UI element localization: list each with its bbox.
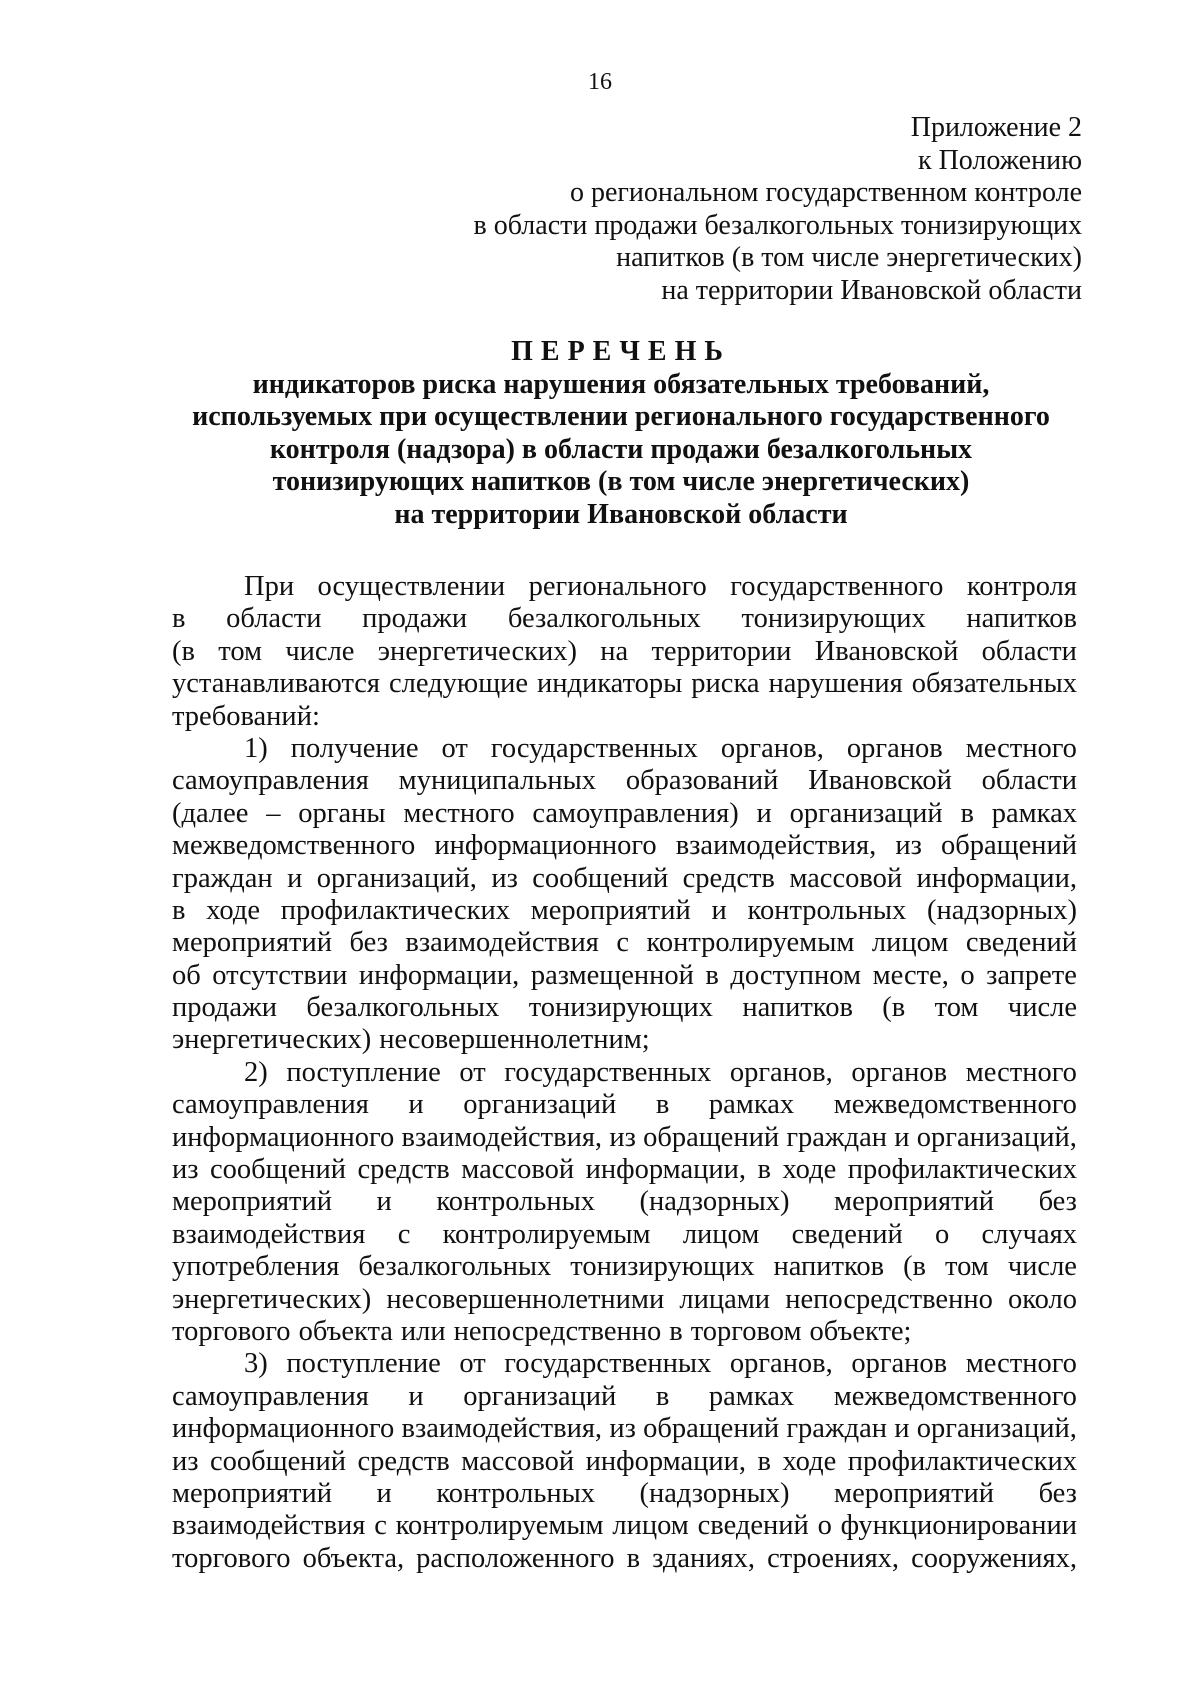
body-line: из сообщений средств массовой информации, в ходе профилактических (172, 1154, 1077, 1186)
body-line: из сообщений средств массовой информации, в ходе профилактических (172, 1445, 1077, 1477)
body-line: 3) поступление от государственных органов, органов местного (244, 1348, 1077, 1380)
body-line: (в том числе энергетических) на территории Ивановской области (172, 635, 1077, 667)
body-line: взаимодействия с контролируемым лицом сведений о случаях (172, 1218, 1077, 1250)
body-line: информационного взаимодействия, из обращений граждан и организаций, (172, 1413, 1077, 1445)
appendix-header (382, 112, 1082, 307)
body-line: межведомственного информационного взаимодействия, из обращений (172, 830, 1077, 862)
body-line: взаимодействия с контролируемым лицом сведений о функционировании (172, 1510, 1077, 1542)
body-line: самоуправления и организаций в рамках межведомственного (172, 1380, 1077, 1412)
body-line: продажи безалкогольных тонизирующих напитков (в том числе (172, 992, 1077, 1024)
body-line: употребления безалкогольных тонизирующих напитков (в том числе (172, 1251, 1077, 1283)
body-line: энергетических) несовершеннолетними лицами непосредственно около (172, 1283, 1077, 1315)
body-line: энергетических) несовершеннолетним; (172, 1024, 650, 1056)
body-line: мероприятий и контрольных (надзорных) мероприятий без (172, 1186, 1077, 1218)
heading-subtitle-line: тонизирующих напитков (в том числе энергетических) (272, 466, 970, 497)
body-line: торгового объекта, расположенного в зданиях, строениях, сооружениях, (172, 1542, 1077, 1574)
body-line: мероприятий и контрольных (надзорных) мероприятий без (172, 1477, 1077, 1509)
body-line: торгового объекта или непосредственно в торговом объекте; (172, 1315, 912, 1347)
heading-subtitle-line: на территории Ивановской области (394, 498, 848, 530)
appendix-line: Приложение 2 (910, 112, 1082, 143)
appendix-line: о региональном государственном контроле (570, 177, 1082, 208)
appendix-line: на территории Ивановской области (661, 274, 1082, 306)
page-number: 16 (588, 69, 612, 95)
body-line: самоуправления муниципальных образований Ивановской области (172, 765, 1077, 797)
heading-subtitle-line: контроля (надзора) в области продажи безалкогольных (269, 433, 973, 465)
body-line: граждан и организаций, из сообщений средств массовой информации, (172, 862, 1077, 894)
body-line: 1) получение от государственных органов, органов местного (244, 732, 1077, 764)
appendix-line: напитков (в том числе энергетических) (616, 242, 1082, 273)
body-line: информационного взаимодействия, из обращений граждан и организаций, (172, 1121, 1077, 1153)
body-line: 2) поступление от государственных органов, органов местного (244, 1056, 1077, 1088)
body-line: в ходе профилактических мероприятий и контрольных (надзорных) (172, 894, 1077, 926)
body-line: устанавливаются следующие индикаторы риска нарушения обязательных (172, 668, 1077, 700)
document-body (172, 571, 1077, 1575)
heading-subtitle-line: используемых при осуществлении регионального государственного (192, 401, 1050, 432)
body-line: требований: (172, 700, 320, 732)
heading-subtitle-line: индикаторов риска нарушения обязательных требований, (252, 368, 990, 400)
appendix-line: в области продажи безалкогольных тонизирующих (473, 209, 1082, 241)
appendix-line: к Положению (917, 144, 1082, 176)
body-line: самоуправления и организаций в рамках межведомственного (172, 1089, 1077, 1121)
body-line: в области продажи безалкогольных тонизирующих напитков (172, 603, 1077, 635)
body-line: (далее – органы местного самоуправления) и организаций в рамках (172, 797, 1077, 829)
document-heading (160, 336, 1082, 531)
document-title: ПЕРЕЧЕНЬ (511, 336, 731, 367)
body-line: об отсутствии информации, размещенной в доступном месте, о запрете (172, 959, 1077, 991)
body-line: мероприятий без взаимодействия с контролируемым лицом сведений (172, 927, 1077, 959)
body-line: При осуществлении регионального государственного контроля (244, 571, 1077, 602)
